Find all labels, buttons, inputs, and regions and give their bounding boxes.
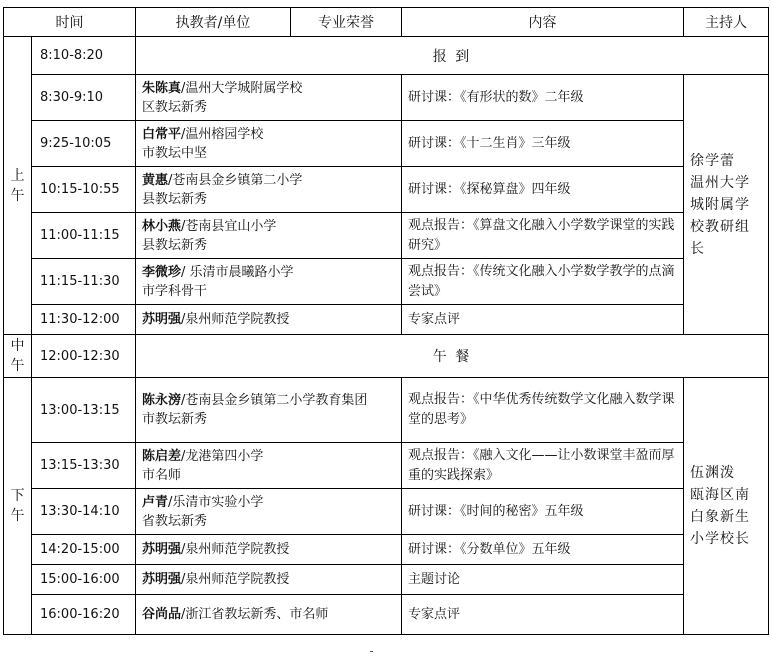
row-time: 14:20-15:00 <box>32 535 136 565</box>
executor-cell: 黄惠/苍南县金乡镇第二小学 县教坛新秀 <box>136 167 402 213</box>
content-cell: 研讨课：《有形状的数》二年级 <box>402 75 684 121</box>
header-content: 内容 <box>402 8 684 37</box>
content-cell: 研讨课：《时间的秘密》五年级 <box>402 489 684 535</box>
schedule-table <box>3 7 769 635</box>
header-honor: 专业荣誉 <box>291 8 402 37</box>
content-cell: 观点报告：《算盘文化融入小学数学课堂的实践研究》 <box>402 213 684 259</box>
row-time: 11:00-11:15 <box>32 213 136 259</box>
row-time: 11:30-12:00 <box>32 305 136 335</box>
executor-cell: 苏明强/泉州师范学院教授 <box>136 535 402 565</box>
content-cell: 研讨课：《分数单位》五年级 <box>402 535 684 565</box>
executor-cell: 陈启差/龙港第四小学 市名师 <box>136 443 402 489</box>
executor-cell: 李微珍/ 乐清市晨曦路小学 市学科骨干 <box>136 259 402 305</box>
period-afternoon: 下 午 <box>4 378 32 635</box>
content-cell: 主题讨论 <box>402 565 684 595</box>
header-host: 主持人 <box>684 8 769 37</box>
executor-cell: 白常平/温州榕园学校 市教坛中坚 <box>136 121 402 167</box>
row-time: 13:15-13:30 <box>32 443 136 489</box>
executor-cell: 朱陈真/温州大学城附属学校 区教坛新秀 <box>136 75 402 121</box>
executor-cell: 苏明强/泉州师范学院教授 <box>136 565 402 595</box>
period-morning: 上 午 <box>4 37 32 335</box>
content-cell: 观点报告：《中华优秀传统数学文化融入数学课堂的思考》 <box>402 378 684 443</box>
header-executor: 执教者/单位 <box>136 8 291 37</box>
executor-cell: 卢青/乐清市实验小学 省教坛新秀 <box>136 489 402 535</box>
content-cell: 研讨课：《探秘算盘》四年级 <box>402 167 684 213</box>
row-time: 13:00-13:15 <box>32 378 136 443</box>
period-noon: 中 午 <box>4 335 32 378</box>
row-time: 8:10-8:20 <box>32 37 136 75</box>
content-cell: 研讨课：《十二生肖》三年级 <box>402 121 684 167</box>
content-cell: 观点报告：《融入文化——让小数课堂丰盈而厚重的实践探索》 <box>402 443 684 489</box>
host-morning: 徐学蕾 温州大学 城附属学 校教研组 长 <box>684 75 769 335</box>
row-time: 16:00-16:20 <box>32 595 136 635</box>
row-time: 9:25-10:05 <box>32 121 136 167</box>
lunch-cell: 午 餐 <box>136 335 769 378</box>
content-cell: 专家点评 <box>402 595 684 635</box>
row-time: 13:30-14:10 <box>32 489 136 535</box>
executor-cell: 谷尚品/浙江省教坛新秀、市名师 <box>136 595 402 635</box>
row-time: 8:30-9:10 <box>32 75 136 121</box>
row-time: 11:15-11:30 <box>32 259 136 305</box>
row-time: 12:00-12:30 <box>32 335 136 378</box>
executor-cell: 林小燕/苍南县宜山小学 县教坛新秀 <box>136 213 402 259</box>
page-mark <box>370 651 373 652</box>
executor-cell: 陈永滂/苍南县金乡镇第二小学教育集团 市教坛新秀 <box>136 378 402 443</box>
header-time: 时间 <box>4 8 136 37</box>
row-time: 15:00-16:00 <box>32 565 136 595</box>
content-cell: 专家点评 <box>402 305 684 335</box>
registration-cell: 报 到 <box>136 37 769 75</box>
content-cell: 观点报告：《传统文化融入小学数学教学的点滴尝试》 <box>402 259 684 305</box>
host-afternoon: 伍渊泼 瓯海区南 白象新生 小学校长 <box>684 378 769 635</box>
row-time: 10:15-10:55 <box>32 167 136 213</box>
executor-cell: 苏明强/泉州师范学院教授 <box>136 305 402 335</box>
